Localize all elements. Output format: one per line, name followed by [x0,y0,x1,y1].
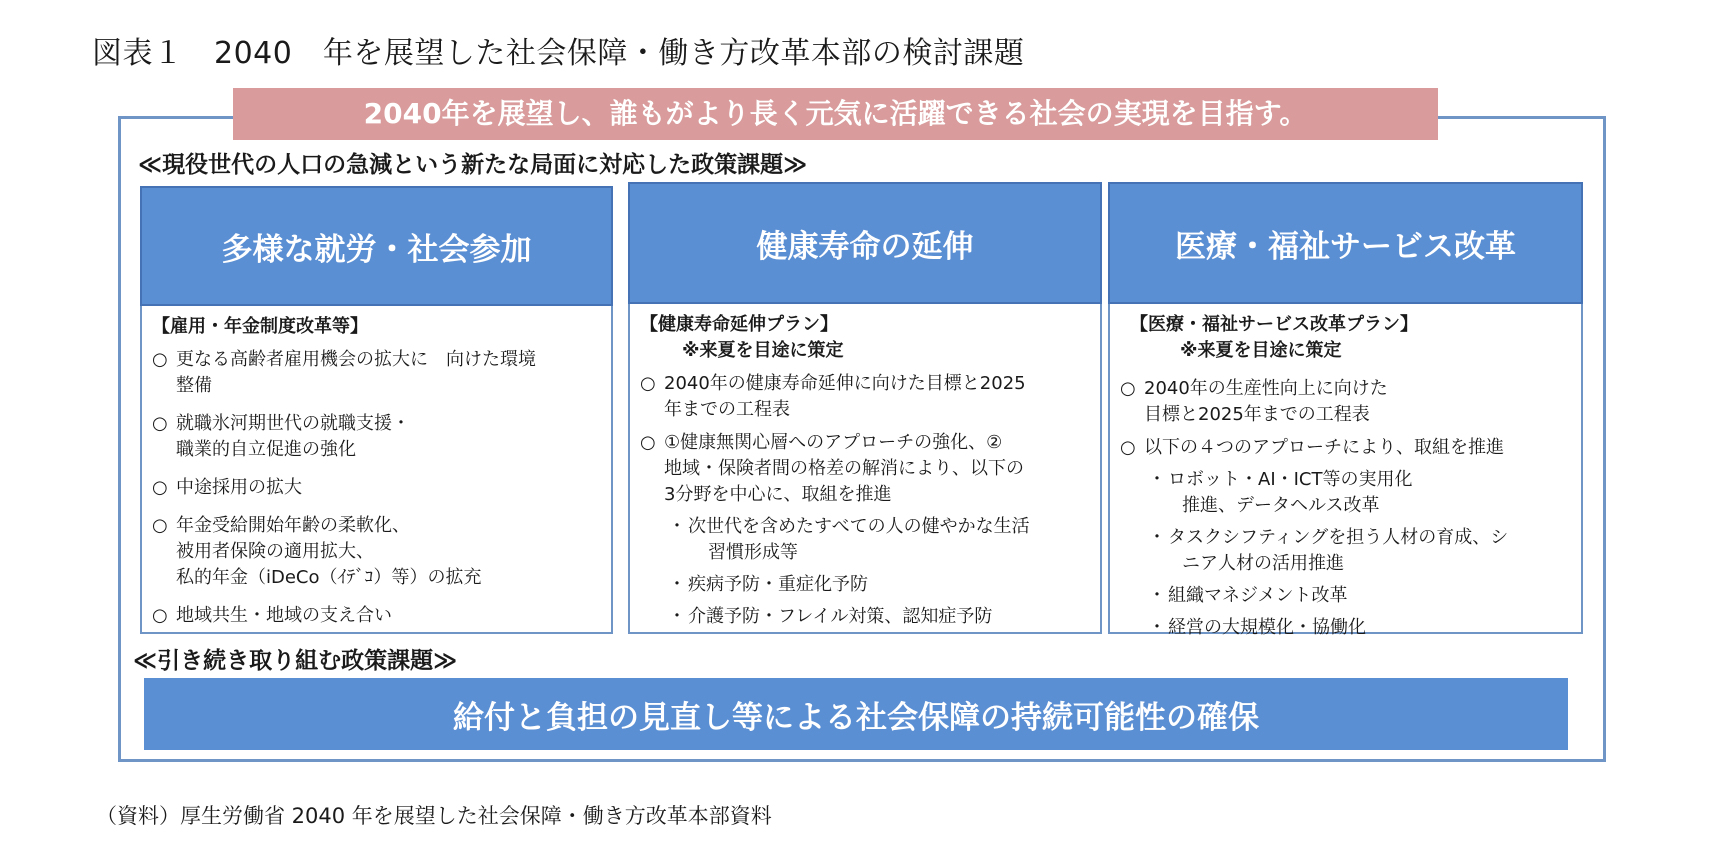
item-line: ○ 以下の４つのアプローチにより、取組を推進 [1144,437,1504,458]
sustainability-bar: 給付と負担の見直し等による社会保障の持続可能性の確保 [144,678,1568,750]
section-label-new-issues: ≪現役世代の人口の急減という新たな局面に対応した政策課題≫ [138,152,808,178]
sub-item [1120,615,1571,641]
item-line: ニア人材の活用推進 [1182,553,1344,574]
list-item [152,475,601,501]
item-line: 推進、データヘルス改革 [1182,495,1380,516]
item-line: ○ 就職氷河期世代の就職支援・ [176,413,410,434]
list-item [640,430,1090,508]
list-item [1120,435,1571,461]
list-item [152,603,601,629]
plan-note: ※来夏を目途に策定 [1180,340,1342,361]
sub-item [1120,467,1571,519]
item-line: ○ ①健康無関心層へのアプローチの強化、② [664,432,1003,453]
item-line: 3分野を中心に、取組を推進 [664,484,892,505]
item-line: 習慣形成等 [708,542,798,563]
item-line: ・ 疾病予防・重症化予防 [688,574,868,595]
item-line: ・ 経営の大規模化・協働化 [1168,617,1366,638]
plan-title: 【医療・福祉サービス改革プラン】 [1130,314,1418,335]
sub-item [640,604,1090,630]
sub-item [1120,525,1571,577]
item-line: ・ ロボット・AI・ICT等の実用化 [1168,469,1413,490]
column-header-employment: 多様な就労・社会参加 [140,186,613,306]
column-header-medical-welfare: 医療・福祉サービス改革 [1108,182,1583,304]
sub-item [640,514,1090,566]
item-line: 整備 [176,375,212,396]
item-line: ・ 組織マネジメント改革 [1168,585,1348,606]
column-body-medical-welfare [1108,304,1583,638]
plan-note: ※来夏を目途に策定 [682,340,844,361]
item-line: ○ 2040年の生産性向上に向けた [1144,378,1388,399]
goal-banner: 2040年を展望し、誰もがより長く元気に活躍できる社会の実現を目指す。 [233,88,1438,140]
item-line: ○ 2040年の健康寿命延伸に向けた目標と2025 [664,373,1026,394]
item-line: 地域・保険者間の格差の解消により、以下の [664,458,1024,479]
list-item [152,513,601,591]
item-line: ○ 地域共生・地域の支え合い [176,605,392,626]
item-line: ○ 年金受給開始年齢の柔軟化、 [176,515,410,536]
list-item [152,411,601,463]
sub-item [640,572,1090,598]
item-line: ・ 介護予防・フレイル対策、認知症予防 [688,606,993,627]
item-line: ・ タスクシフティングを担う人材の育成、シ [1168,527,1509,548]
plan-title: 【健康寿命延伸プラン】 [640,314,838,335]
plan-title: 【雇用・年金制度改革等】 [152,316,368,337]
list-item [1120,376,1571,428]
item-line: ○ 中途採用の拡大 [176,477,302,498]
list-item [640,371,1090,423]
section-label-ongoing-issues: ≪引き続き取り組む政策課題≫ [133,648,458,674]
item-line: 被用者保険の適用拡大、 [176,541,374,562]
column-header-health: 健康寿命の延伸 [628,182,1102,304]
item-line: 職業的自立促進の強化 [176,439,356,460]
item-line: ・ 次世代を含めたすべての人の健やかな生活 [688,516,1030,537]
list-item [152,347,601,399]
column-body-health [628,304,1102,634]
item-line: 年までの工程表 [664,399,790,420]
item-line: 目標と2025年までの工程表 [1144,404,1370,425]
column-body-employment [140,306,613,634]
item-line: 私的年金（iDeCo（ｲﾃﾞｺ）等）の拡充 [176,567,482,588]
sub-item [1120,583,1571,609]
source-note: （資料）厚生労働省 2040 年を展望した社会保障・働き方改革本部資料 [96,804,772,828]
item-line: ○ 更なる高齢者雇用機会の拡大に 向けた環境 [176,349,536,370]
figure-title: 図表１ 2040 年を展望した社会保障・働き方改革本部の検討課題 [92,36,1025,71]
